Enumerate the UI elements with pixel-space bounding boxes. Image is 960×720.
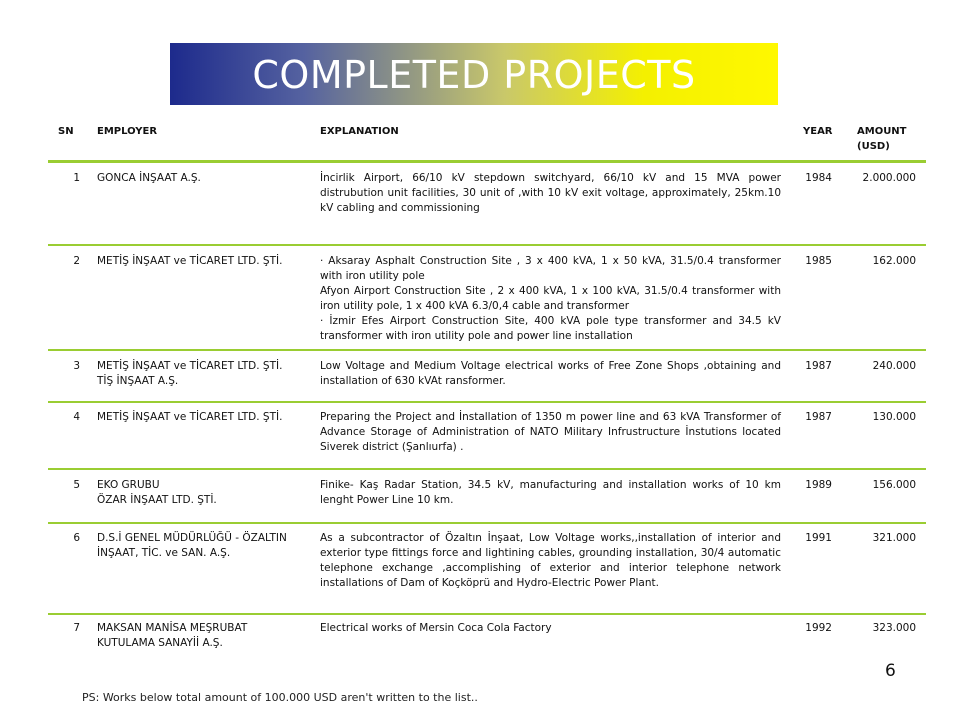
row-explanation: İncirlik Airport, 66/10 kV stepdown switchyard, 66/10 kV and 15 MVA power distrubution unit facilities, 30 unit of ,with 10 kV exit voltage, approximately, 25km.10 kV cabling and commissioning: [320, 172, 781, 214]
row-year: 1987: [805, 411, 832, 423]
row-amount: 130.000: [872, 411, 916, 423]
employer-line: EKO GRUBU: [97, 479, 160, 491]
row-explanation: Electrical works of Mersin Coca Cola Factory: [320, 622, 552, 634]
title-banner: [170, 43, 778, 105]
row-divider: [48, 349, 926, 351]
row-divider: [48, 401, 926, 403]
row-amount: 323.000: [872, 622, 916, 634]
row-sn: 2: [73, 255, 80, 267]
employer-line: ÖZAR İNŞAAT LTD. ŞTİ.: [97, 494, 217, 506]
row-explanation: [320, 254, 781, 344]
row-sn: 1: [73, 172, 80, 184]
row-sn: 7: [73, 622, 80, 634]
row-year: 1991: [805, 532, 832, 544]
row-sn: 4: [73, 411, 80, 423]
header-amount-line1: AMOUNT: [857, 126, 907, 137]
row-employer: METİŞ İNŞAAT ve TİCARET LTD. ŞTİ.: [97, 255, 283, 267]
row-explanation: Finike- Kaş Radar Station, 34.5 kV, manufacturing and installation works of 10 km lenght Power Line 10 km.: [320, 479, 781, 506]
row-amount: 162.000: [872, 255, 916, 267]
row-divider: [48, 244, 926, 246]
row-explanation: As a subcontractor of Özaltın İnşaat, Low Voltage works,,installation of interior and exterior type fittings force and lightining cables, grounding installation, 30/4 automatic telephone exchange ,accomplishing of exterior and interior telephone network installations of Dam of Koçköprü and Hydro-Electric Power Plant.: [320, 532, 781, 589]
row-year: 1987: [805, 360, 832, 372]
row-explanation: Preparing the Project and İnstallation of 1350 m power line and 63 kVA Transformer of Advance Storage of Administration of NATO Military Infrustructure İnstutions located Siverek district (Şanlıurfa) .: [320, 411, 781, 453]
row-year: 1984: [805, 172, 832, 184]
row-employer: METİŞ İNŞAAT ve TİCARET LTD. ŞTİ.: [97, 411, 283, 423]
explanation-line: · İzmir Efes Airport Construction Site, 400 kVA pole type transformer and 34.5 kV transformer with iron utility pole and power line installation: [320, 315, 781, 342]
row-amount: 240.000: [872, 360, 916, 372]
row-year: 1992: [805, 622, 832, 634]
header-employer: EMPLOYER: [97, 126, 158, 137]
row-year: 1989: [805, 479, 832, 491]
header-year: YEAR: [803, 126, 833, 137]
header-sn: SN: [58, 126, 74, 137]
header-explanation: EXPLANATION: [320, 126, 399, 137]
page-number: 6: [885, 661, 896, 681]
row-year: 1985: [805, 255, 832, 267]
explanation-line: · Aksaray Asphalt Construction Site , 3 x 400 kVA, 1 x 50 kVA, 31.5/0.4 transformer with iron utility pole: [320, 255, 781, 282]
row-sn: 5: [73, 479, 80, 491]
row-employer: METİŞ İNŞAAT ve TİCARET LTD. ŞTİ. TİŞ İNŞAAT A.Ş.: [97, 360, 283, 387]
row-sn: 3: [73, 360, 80, 372]
footer-note: PS: Works below total amount of 100.000 USD aren't written to the list..: [82, 691, 478, 704]
row-employer: MAKSAN MANİSA MEŞRUBAT KUTULAMA SANAYİİ A.Ş.: [97, 622, 248, 649]
row-employer: D.S.İ GENEL MÜDÜRLÜĞÜ - ÖZALTIN İNŞAAT, TİC. ve SAN. A.Ş.: [97, 532, 287, 559]
header-amount: [857, 124, 922, 154]
row-explanation: Low Voltage and Medium Voltage electrical works of Free Zone Shops ,obtaining and installation of 630 kVAt ransformer.: [320, 360, 781, 387]
row-amount: 321.000: [872, 532, 916, 544]
explanation-line: Afyon Airport Construction Site , 2 x 400 kVA, 1 x 100 kVA, 31.5/0.4 transformer with iron utility pole, 1 x 400 kVA 6.3/0,4 cable and transformer: [320, 285, 781, 312]
row-divider: [48, 613, 926, 615]
row-employer: [97, 478, 297, 508]
row-amount: 156.000: [872, 479, 916, 491]
row-amount: 2.000.000: [862, 172, 916, 184]
row-divider: [48, 468, 926, 470]
header-rule: [48, 160, 926, 163]
row-employer: GONCA İNŞAAT A.Ş.: [97, 172, 201, 184]
header-amount-line2: (USD): [857, 141, 890, 152]
row-divider: [48, 522, 926, 524]
page-title: COMPLETED PROJECTS: [252, 53, 696, 97]
row-sn: 6: [73, 532, 80, 544]
